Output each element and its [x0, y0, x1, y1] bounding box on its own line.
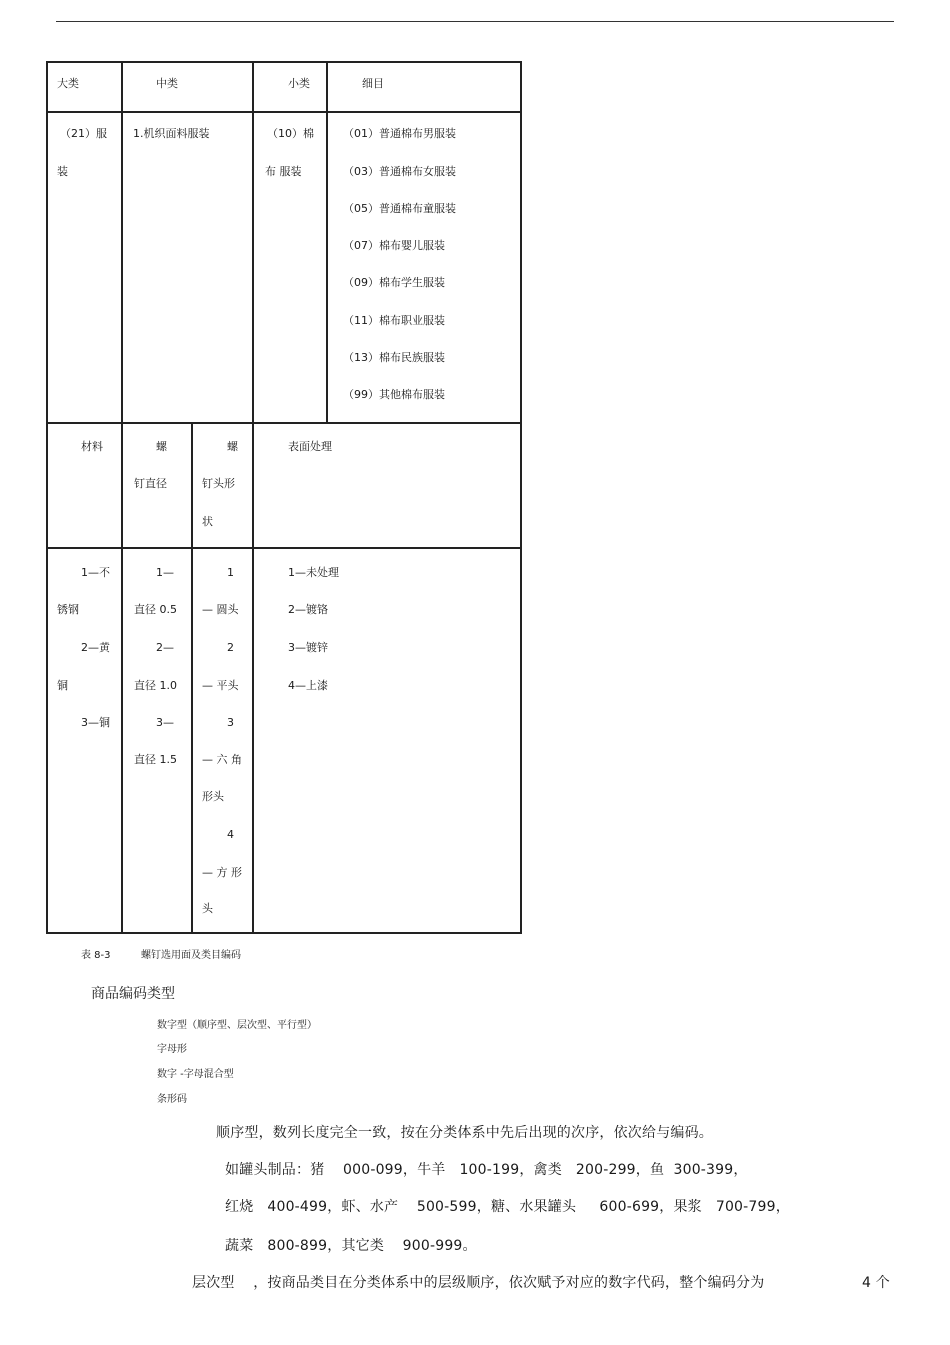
table2-material-line: 2—黄 [81, 641, 110, 654]
table2-header-diameter: 钉直径 [134, 477, 167, 490]
table1-major-line: 装 [57, 165, 68, 178]
table2-header-diameter: 螺 [156, 440, 167, 453]
clothing-classification-table [46, 61, 522, 424]
table2-material-line: 3—铜 [81, 716, 110, 729]
table1-major-line: （21）服 [60, 127, 107, 140]
table1-detail-item: （09）棉布学生服装 [343, 276, 445, 289]
table1-middle-value: 1.机织面料服装 [133, 127, 210, 140]
table2-diameter-line: 1— [156, 566, 174, 579]
paragraph-hierarchical-end: 4 个 [862, 1275, 890, 1291]
table2-head-line: 4 [227, 828, 234, 841]
table1-detail-item: （05）普通棉布童服装 [343, 202, 456, 215]
table2-material-line: 铜 [57, 679, 68, 692]
table1-detail-item: （13）棉布民族服装 [343, 351, 445, 364]
table1-header-major: 大类 [57, 77, 79, 90]
table2-header-head-shape: 状 [202, 515, 213, 528]
table2-diameter-line: 直径 1.0 [134, 679, 177, 692]
table2-diameter-line: 直径 1.5 [134, 753, 177, 766]
paragraph-example: 蔬菜 800-899，其它类 900-999。 [225, 1238, 477, 1254]
table2-head-line: — 平头 [202, 679, 239, 692]
table1-detail-item: （01）普通棉布男服装 [343, 127, 456, 140]
table2-head-line: 形头 [202, 790, 224, 803]
table2-head-line: 头 [202, 902, 213, 915]
table1-header-minor: 小类 [288, 77, 310, 90]
table1-col-divider [252, 61, 254, 424]
table1-minor-line: （10）棉 [267, 127, 314, 140]
table2-col-divider [252, 422, 254, 934]
screw-coding-table [46, 422, 522, 934]
code-type-item: 数字型（顺序型、层次型、平行型） [157, 1020, 317, 1031]
table2-head-line: 2 [227, 641, 234, 654]
table-caption-label: 表 8-3 [81, 950, 111, 961]
table2-head-line: — 方 形 [202, 866, 242, 879]
paragraph-example: 如罐头制品：猪 000-099，牛羊 100-199，禽类 200-299，鱼 300-399， [225, 1162, 748, 1178]
table2-header-divider [46, 547, 522, 549]
table2-header-material: 材料 [81, 440, 103, 453]
table2-col-divider [191, 422, 193, 934]
table1-col-divider [121, 61, 123, 424]
table1-header-divider [46, 111, 522, 113]
table2-surface-line: 4—上漆 [288, 679, 328, 692]
table1-col-divider [326, 61, 328, 424]
table2-material-line: 锈钢 [57, 603, 79, 616]
table1-header-detail: 细目 [362, 77, 384, 90]
table2-surface-line: 3—镀锌 [288, 641, 328, 654]
table2-head-line: — 六 角 [202, 753, 242, 766]
paragraph-sequential: 顺序型，数列长度完全一致，按在分类体系中先后出现的次序，依次给与编码。 [216, 1125, 713, 1141]
table2-header-surface: 表面处理 [288, 440, 332, 453]
table1-detail-item: （11）棉布职业服装 [343, 314, 445, 327]
table1-detail-item: （07）棉布婴儿服装 [343, 239, 445, 252]
section-title: 商品编码类型 [91, 986, 175, 1002]
top-rule [56, 21, 894, 22]
table2-head-line: — 圆头 [202, 603, 239, 616]
paragraph-hierarchical: 层次型 ，按商品类目在分类体系中的层级顺序，依次赋予对应的数字代码，整个编码分为 [192, 1275, 765, 1291]
code-type-item: 条形码 [157, 1094, 187, 1105]
table1-minor-line: 布 服装 [265, 165, 302, 178]
table1-detail-item: （03）普通棉布女服装 [343, 165, 456, 178]
table2-head-line: 1 [227, 566, 234, 579]
table2-head-line: 3 [227, 716, 234, 729]
table2-material-line: 1—不 [81, 566, 110, 579]
table2-col-divider [121, 422, 123, 934]
table2-surface-line: 2—镀铬 [288, 603, 328, 616]
table2-diameter-line: 2— [156, 641, 174, 654]
code-type-item: 字母形 [157, 1044, 187, 1055]
table2-header-head-shape: 钉头形 [202, 477, 235, 490]
table2-diameter-line: 3— [156, 716, 174, 729]
table2-header-head-shape: 螺 [227, 440, 238, 453]
paragraph-example: 红烧 400-499，虾、水产 500-599，糖、水果罐头 600-699，果浆 700-799， [225, 1199, 790, 1215]
table1-header-middle: 中类 [156, 77, 178, 90]
table-caption-text: 螺钉选用面及类目编码 [141, 950, 241, 961]
table2-surface-line: 1—未处理 [288, 566, 339, 579]
table2-diameter-line: 直径 0.5 [134, 603, 177, 616]
code-type-item: 数字 -字母混合型 [157, 1069, 234, 1080]
table1-detail-item: （99）其他棉布服装 [343, 388, 445, 401]
